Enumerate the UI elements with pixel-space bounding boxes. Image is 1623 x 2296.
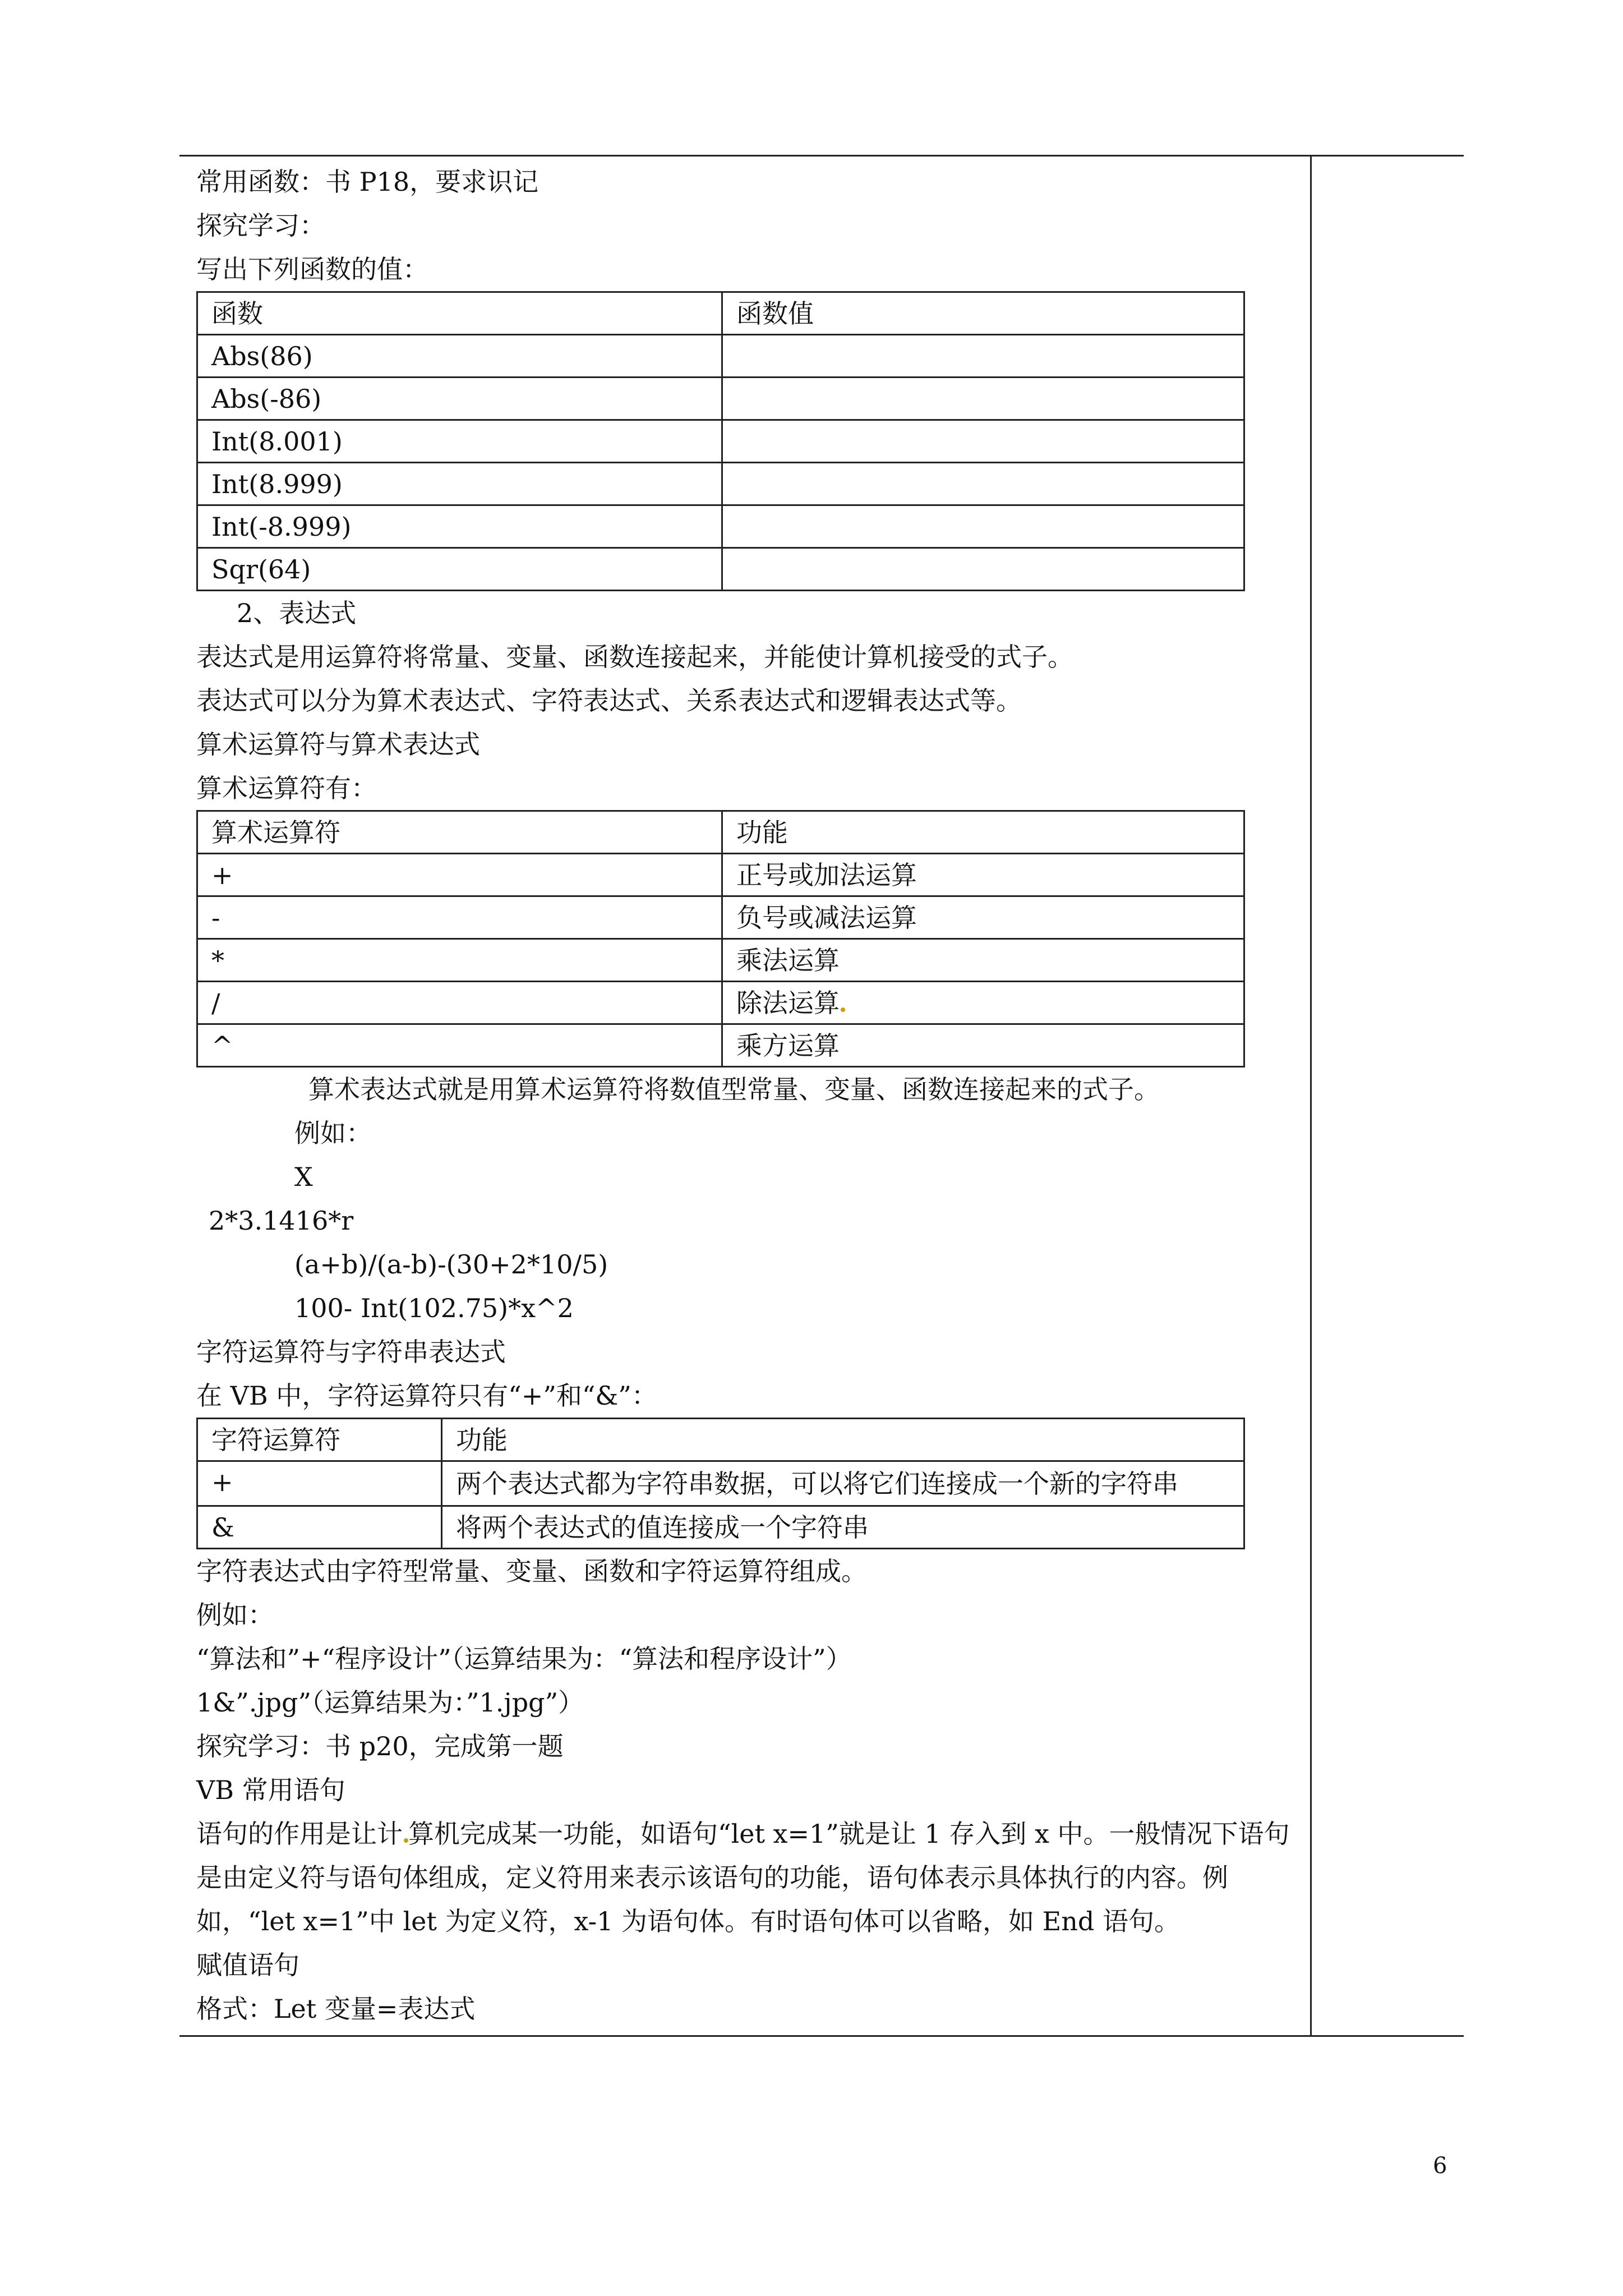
function-cell: Abs(-86) [197,378,722,420]
line-write-values: 写出下列函数的值： [196,254,428,284]
table-row [197,463,1244,505]
example-expression: 2*3.1416*r [209,1205,354,1236]
function-desc-cell: 将两个表达式的值连接成一个字符串 [442,1506,1244,1549]
operator-cell: - [197,896,722,939]
table-header-row [197,811,1244,854]
expression-types: 表达式可以分为算术表达式、字符表达式、关系表达式和逻辑表达式等。 [196,685,1022,716]
statement-text-start: 语句的作用是让计 [196,1819,403,1849]
document-body [196,160,1295,2031]
operator-cell: / [197,982,722,1024]
value-cell [722,335,1244,378]
function-cell: Abs(86) [197,335,722,378]
example-expression: X [294,1162,313,1192]
arith-operator-table [196,810,1245,1068]
value-cell [722,505,1244,548]
function-cell: Int(-8.999) [197,505,722,548]
function-cell: Int(8.999) [197,463,722,505]
table-row [197,982,1244,1024]
table-header-row [197,292,1244,335]
assignment-format: 格式：Let 变量=表达式 [196,1994,476,2024]
table-row [197,420,1244,463]
table-row [197,335,1244,378]
line-explore: 探究学习： [196,210,325,241]
header-cell: 字符运算符 [197,1419,442,1461]
function-desc-cell: 正号或加法运算 [722,854,1244,896]
value-cell [722,378,1244,420]
frame-bottom-rule [179,2035,1464,2037]
value-cell [722,548,1244,591]
page-number: 6 [1433,2153,1447,2179]
expression-definition: 表达式是用运算符将常量、变量、函数连接起来，并能使计算机接受的式子。 [196,642,1073,672]
table-row [197,1024,1244,1067]
function-desc-cell: 负号或减法运算 [722,896,1244,939]
table-row [197,505,1244,548]
function-desc-cell: 两个表达式都为字符串数据，可以将它们连接成一个新的字符串 [442,1461,1244,1506]
operator-cell: + [197,854,722,896]
table-row [197,939,1244,982]
table-row [197,854,1244,896]
value-cell [722,420,1244,463]
function-desc-cell [722,982,1244,1024]
arith-operators-intro: 算术运算符有： [196,773,377,803]
explore-p20: 探究学习：书 p20，完成第一题 [196,1731,564,1761]
function-desc-text: 除法运算 [736,987,840,1018]
header-cell: 函数 [197,292,722,335]
operator-cell: & [197,1506,442,1549]
table-row [197,1506,1244,1549]
table-row [197,1461,1244,1506]
arith-expression-desc: 算术表达式就是用算术运算符将数值型常量、变量、函数连接起来的式子。 [308,1074,1160,1105]
operator-cell: * [197,939,722,982]
value-cell [722,463,1244,505]
string-example-2: 1&”.jpg”（运算结果为：”1.jpg”） [196,1687,584,1718]
header-cell: 功能 [722,811,1244,854]
section-2-title: 2、表达式 [237,598,357,628]
table-header-row [197,1419,1244,1461]
example-label: 例如： [196,1600,274,1630]
header-cell: 函数值 [722,292,1244,335]
yellow-dot-mark [841,1007,845,1012]
table-row [197,548,1244,591]
vb-statements-heading: VB 常用语句 [196,1775,345,1805]
example-expression: (a+b)/(a-b)-(30+2*10/5) [294,1249,608,1280]
operator-cell: ^ [197,1024,722,1067]
statement-paragraph [196,1812,1295,1943]
table-row [197,896,1244,939]
string-expr-def: 字符表达式由字符型常量、变量、函数和字符运算符组成。 [196,1556,867,1586]
header-cell: 功能 [442,1419,1244,1461]
string-example-1: “算法和”+“程序设计”（运算结果为：“算法和程序设计”） [196,1644,852,1674]
right-column-divider [1310,155,1312,2035]
line-common-functions: 常用函数：书 P18，要求识记 [196,167,539,197]
operator-cell: + [197,1461,442,1506]
statement-text-rest: 算机完成某一功能，如语句“let x=1”就是让 1 存入到 x 中。一般情况下语句是由定义符与语句体组成，定义符用来表示该语句的功能，语句体表示具体执行的内容。例如，“let x=1”中 let 为定义符，x-1 为语句体。有时语句体可以省略，如 End 语句。 [196,1819,1290,1936]
yellow-dot-mark [404,1838,408,1843]
arith-heading: 算术运算符与算术表达式 [196,729,480,760]
string-heading: 字符运算符与字符串表达式 [196,1337,506,1367]
function-cell: Sqr(64) [197,548,722,591]
function-table [196,291,1245,591]
header-cell: 算术运算符 [197,811,722,854]
example-expression: 100- Int(102.75)*x^2 [294,1293,574,1323]
string-intro: 在 VB 中，字符运算符只有“+”和“&”： [196,1381,657,1411]
assignment-heading: 赋值语句 [196,1950,299,1980]
string-operator-table [196,1418,1245,1549]
table-row [197,378,1244,420]
function-cell: Int(8.001) [197,420,722,463]
example-label: 例如： [294,1118,372,1148]
function-desc-cell: 乘法运算 [722,939,1244,982]
function-desc-cell: 乘方运算 [722,1024,1244,1067]
frame-top-rule [179,155,1464,157]
